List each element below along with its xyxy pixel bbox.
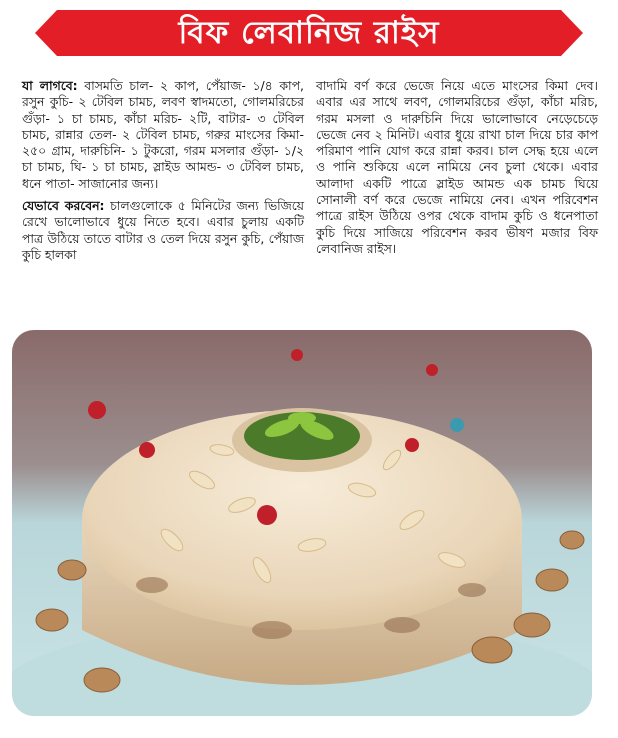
- rice-illustration: [12, 330, 592, 716]
- method-paragraph: [22, 198, 304, 263]
- dish-photo: [12, 330, 592, 716]
- method-text-left: চালগুলোকে ৫ মিনিটের জন্য ভিজিয়ে রেখে ভালোভাবে ধুয়ে নিতে হবে। এবার চুলায় একটি পাত্র উঠিয়ে তাতে বাটার ও তেল দিয়ে রসুন কুচি, পেঁয়াজ কুচি হালকা: [22, 198, 304, 262]
- method-text-right: বাদামি বর্ণ করে ভেজে নিয়ে এতে মাংসের কিমা দেব। এবার এর সাথে লবণ, গোলমরিচের গুঁড়া, কাঁচা মরিচ, গরম মসলা ও দারুচিনি দিয়ে ভালোভাবে নেড়েচেড়ে ভেজে নেব ২ মিনিট। এবার ধুয়ে রাখা চাল দিয়ে চার কাপ পরিমাণ পানি যোগ করে রান্না করব। চাল সেদ্ধ হয়ে এলে ও পানি শুকিয়ে এলে নামিয়ে নেব চুলা থেকে। এবার আলাদা একটি পাত্রে স্লাইড আমন্ড এক চামচ ঘিয়ে সোনালী বর্ণ করে ভেজে নামিয়ে নেব। এখন পরিবেশন পাত্রে রাইস উঠিয়ে ওপর থেকে বাদাম কুচি ও ধনেপাতা কুচি দিয়ে সাজিয়ে পরিবেশন করব ভীষণ মজার বিফ লেবানিজ রাইস।: [316, 78, 598, 256]
- title-banner: [35, 10, 583, 56]
- ingredients-label: যা লাগবে:: [22, 78, 78, 93]
- ingredients-text: বাসমতি চাল- ২ কাপ, পেঁয়াজ- ১/৪ কাপ, রসুন কুচি- ২ টেবিল চামচ, লবণ স্বাদমতো, গোলমরিচের গুঁড়া- ১ চা চামচ, কাঁচা মরিচ- ২টি, বাটার- ৩ টেবিল চামচ, রান্নার তেল- ২ টেবিল চামচ, গরুর মাংসের কিমা- ২৫০ গ্রাম, দারুচিনি- ১ টুকরো, গরম মসলার গুঁড়া- ১/২ চা চামচ, ঘি- ১ চা চামচ, স্লাইড আমন্ড- ৩ টেবিল চামচ, ধনে পাতা- সাজানোর জন্য।: [22, 78, 304, 191]
- method-label: যেভাবে করবেন:: [22, 198, 105, 214]
- ingredients-paragraph: [22, 78, 304, 192]
- right-column: [316, 78, 598, 257]
- left-column: [22, 78, 304, 263]
- recipe-title: বিফ লেবানিজ রাইস: [178, 15, 440, 51]
